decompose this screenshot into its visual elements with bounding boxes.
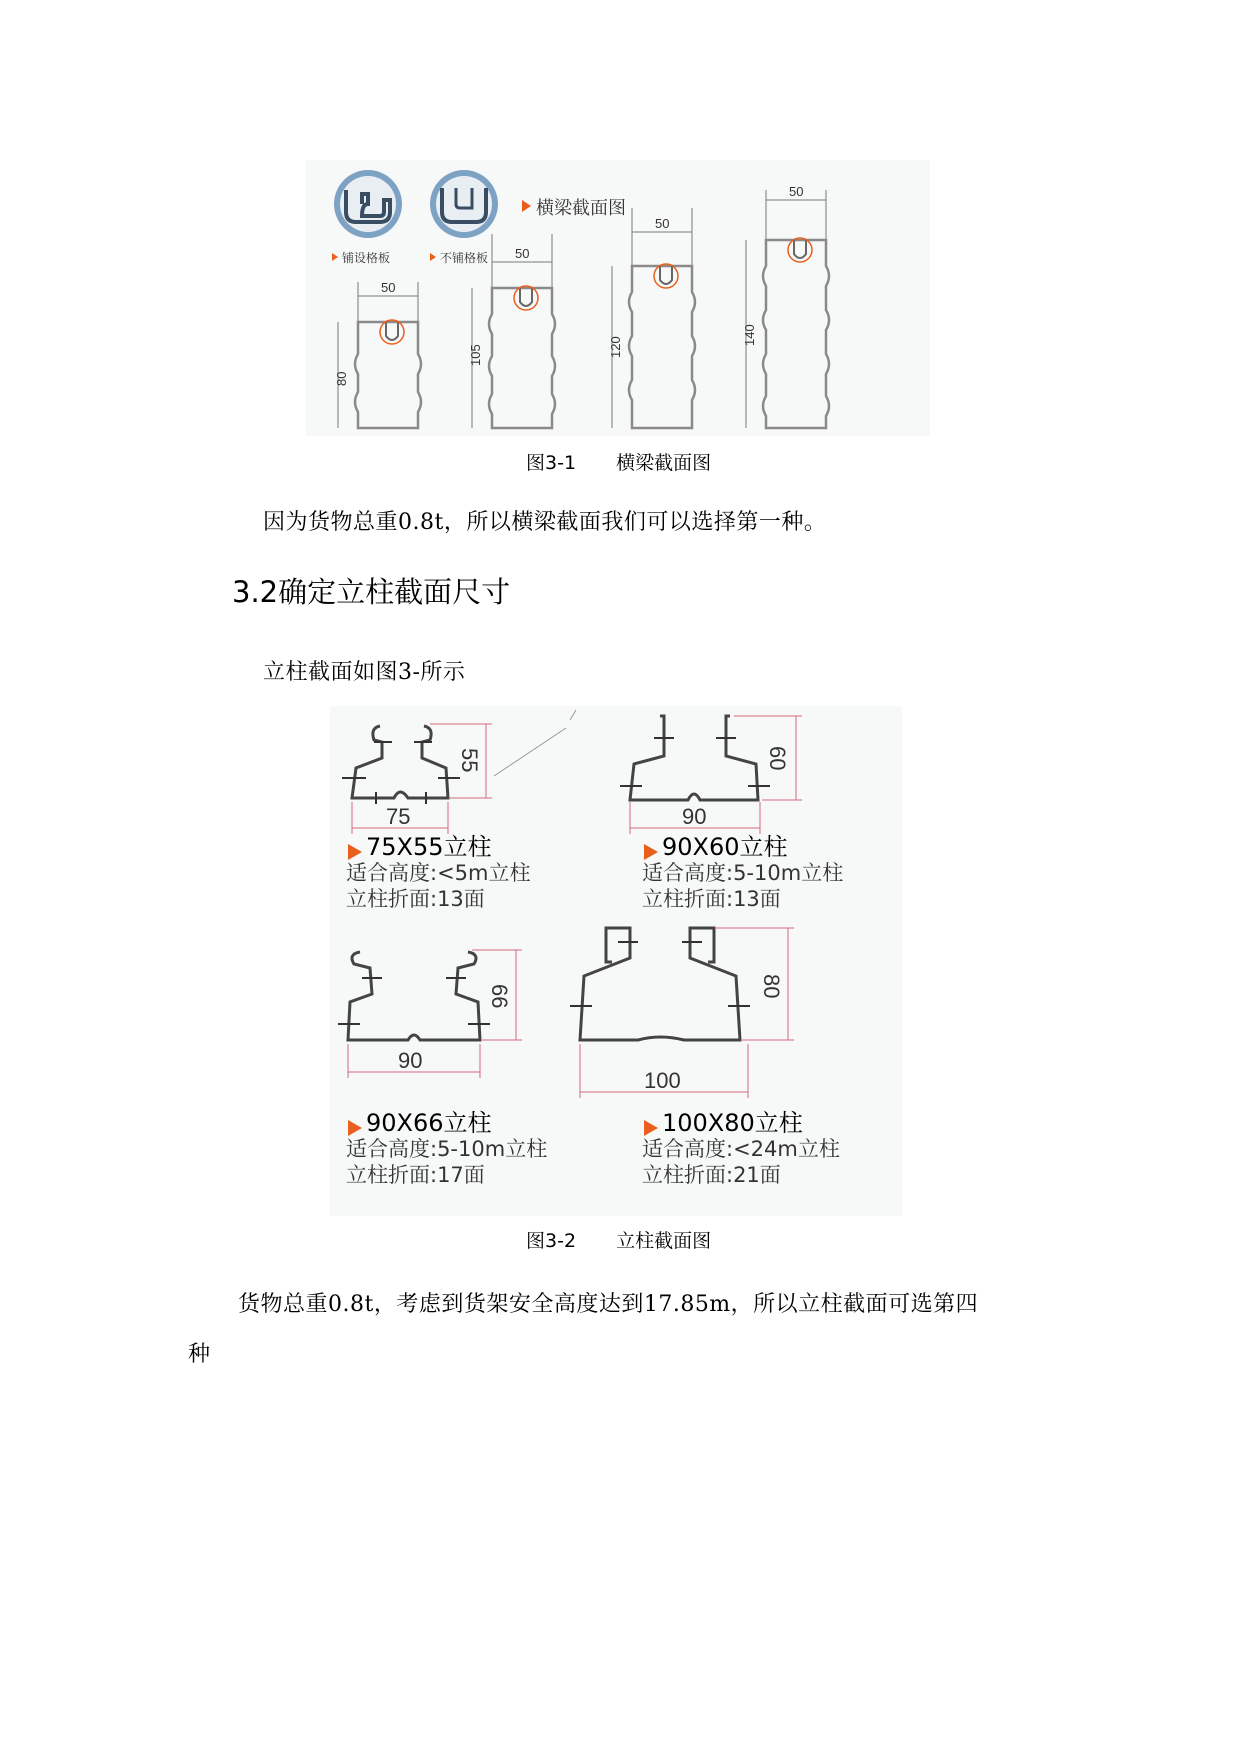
legend-arrow-icon	[522, 200, 531, 212]
column-spec-100x80	[642, 1109, 840, 1188]
beam-width-label: 50	[789, 184, 804, 199]
spec-arrow-icon	[644, 844, 658, 860]
beam-profile-80	[334, 280, 421, 428]
column-spec-title: 90X60立柱	[662, 833, 788, 861]
beam-height-label: 80	[334, 371, 349, 386]
column-spec-faces: 立柱折面:13面	[642, 887, 781, 911]
caption-text: 立柱截面图	[616, 1230, 712, 1252]
beam-section-figure	[306, 160, 930, 436]
column-spec-faces: 立柱折面:13面	[346, 887, 485, 911]
column-spec-height: 适合高度:5-10m立柱	[642, 861, 844, 885]
paragraph-column-intro: 立柱截面如图3-所示	[263, 660, 466, 685]
spec-arrow-icon	[348, 844, 362, 860]
caption-number: 图3-2	[526, 1230, 577, 1252]
column-width-label: 100	[644, 1068, 681, 1093]
beam-icon-without-deck	[430, 170, 498, 238]
beam-legend-item-1: 铺设格板	[342, 251, 391, 265]
beam-width-label: 50	[515, 246, 530, 261]
beam-width-label: 50	[655, 216, 670, 231]
spec-arrow-icon	[644, 1120, 658, 1136]
beam-section-drawing	[306, 160, 930, 436]
column-height-label: 55	[457, 748, 482, 773]
section-heading: 3.2确定立柱截面尺寸	[232, 575, 511, 609]
paragraph-beam-choice: 因为货物总重0.8t，所以横梁截面我们可以选择第一种。	[263, 510, 827, 535]
column-spec-90x66	[346, 1109, 548, 1188]
column-spec-75x55	[346, 833, 531, 912]
figure-caption-3-2	[526, 1226, 711, 1253]
paragraph-column-choice-line2: 种	[188, 1342, 211, 1367]
paragraph-column-choice-line1: 货物总重0.8t，考虑到货架安全高度达到17.85m，所以立柱截面可选第四	[238, 1292, 979, 1317]
column-spec-90x60	[642, 833, 844, 912]
column-profile-75x55	[342, 724, 492, 834]
column-spec-height: 适合高度:<24m立柱	[642, 1137, 840, 1161]
beam-profile-120	[608, 208, 695, 428]
beam-height-label: 120	[608, 336, 623, 358]
column-height-label: 80	[759, 974, 784, 999]
beam-profile-140	[742, 184, 829, 428]
column-section-figure	[330, 706, 902, 1216]
column-spec-title: 90X66立柱	[366, 1109, 492, 1137]
spec-arrow-icon	[348, 1120, 362, 1136]
column-width-label: 75	[386, 804, 411, 829]
column-spec-height: 适合高度:<5m立柱	[346, 861, 531, 885]
column-spec-height: 适合高度:5-10m立柱	[346, 1137, 548, 1161]
caption-text: 横梁截面图	[616, 452, 712, 474]
column-spec-title: 100X80立柱	[662, 1109, 803, 1137]
figure-caption-3-1	[526, 448, 711, 475]
beam-height-label: 140	[742, 324, 757, 346]
beam-width-label: 50	[381, 280, 396, 295]
caption-number: 图3-1	[526, 452, 577, 474]
beam-legend-title: 横梁截面图	[536, 198, 626, 218]
column-width-label: 90	[682, 804, 707, 829]
column-spec-faces: 立柱折面:17面	[346, 1163, 485, 1187]
column-profile-90x66	[338, 950, 522, 1078]
legend-arrow-icon	[332, 253, 338, 261]
column-spec-faces: 立柱折面:21面	[642, 1163, 781, 1187]
column-width-label: 90	[398, 1048, 423, 1073]
column-spec-title: 75X55立柱	[366, 833, 492, 861]
beam-legend-item-2: 不铺格板	[440, 251, 489, 265]
column-profile-90x60	[620, 716, 802, 834]
beam-icon-with-deck	[334, 170, 402, 238]
column-height-label: 60	[765, 746, 790, 771]
column-height-label: 66	[487, 984, 512, 1009]
column-profile-100x80	[570, 928, 794, 1098]
legend-arrow-icon	[430, 253, 436, 261]
beam-height-label: 105	[468, 344, 483, 366]
